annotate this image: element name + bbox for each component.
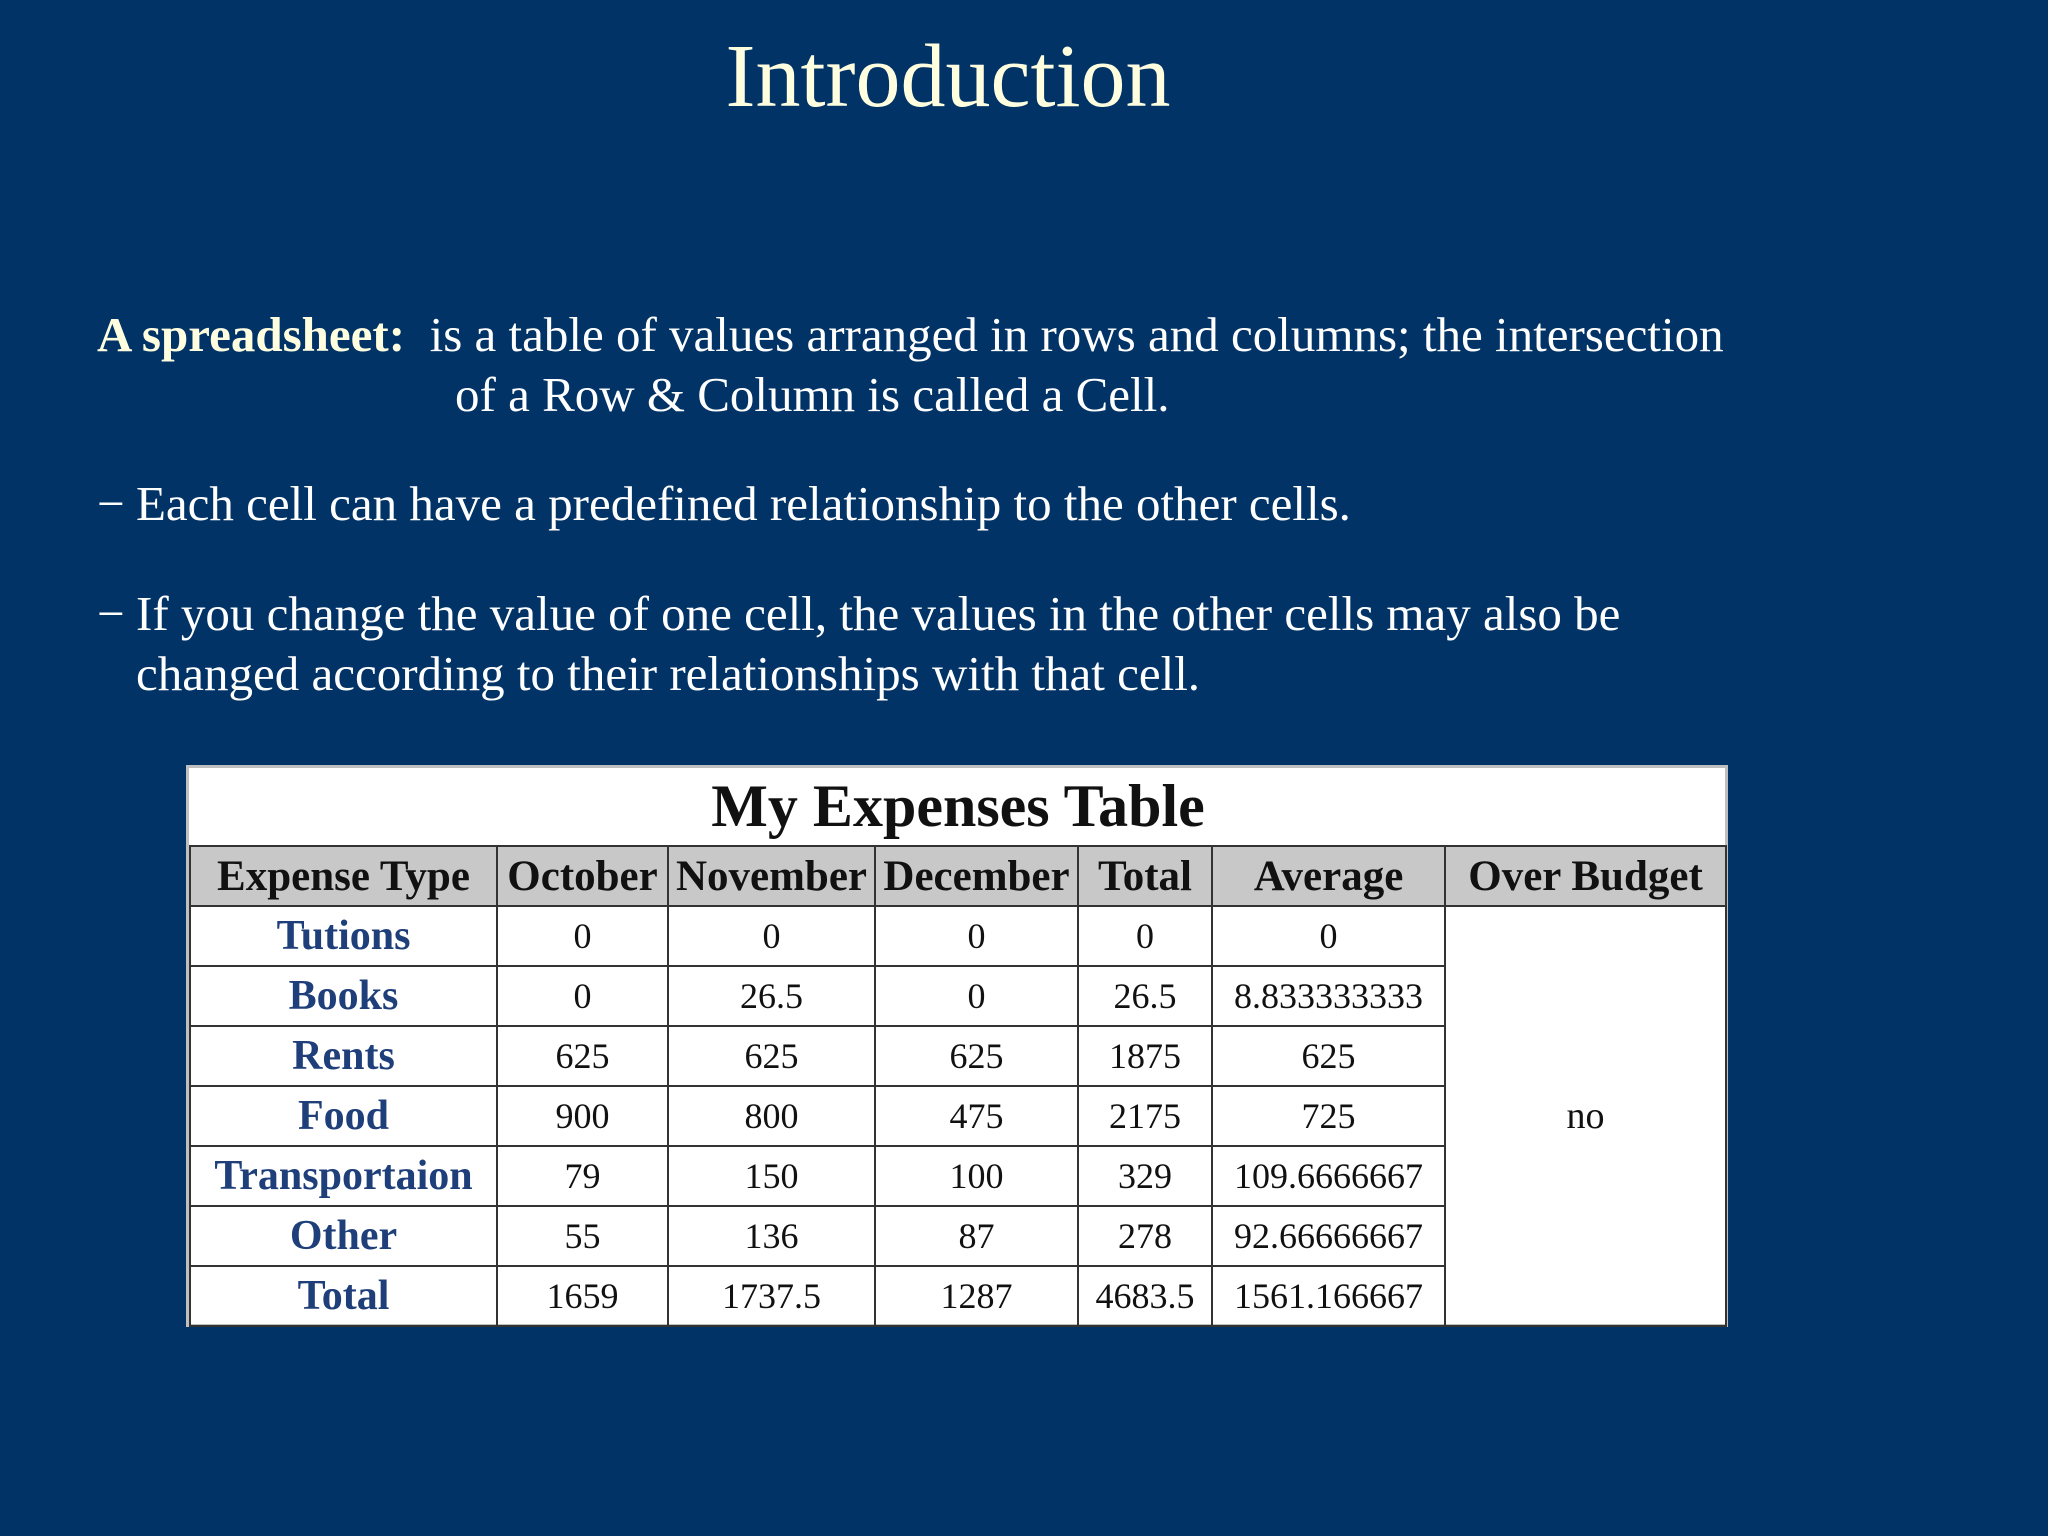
table-cell: 900: [497, 1086, 668, 1146]
table-cell: 4683.5: [1078, 1266, 1212, 1326]
table-cell: 100: [875, 1146, 1078, 1206]
column-header: Over Budget: [1445, 846, 1726, 906]
bullet-dash: −: [97, 476, 125, 531]
over-budget-cell: no: [1445, 906, 1726, 1326]
bullet-text-1: Each cell can have a predefined relationship to the other cells.: [136, 476, 1351, 531]
table-cell: 800: [668, 1086, 875, 1146]
table-cell: 725: [1212, 1086, 1445, 1146]
definition-text-1: is a table of values arranged in rows and columns; the intersection: [429, 307, 1724, 362]
definition-line-2: of a Row & Column is called a Cell.: [455, 367, 1170, 422]
column-header: Expense Type: [190, 846, 497, 906]
table-cell: 55: [497, 1206, 668, 1266]
row-label: Books: [190, 966, 497, 1026]
table-cell: 2175: [1078, 1086, 1212, 1146]
row-label: Total: [190, 1266, 497, 1326]
table-cell: 625: [1212, 1026, 1445, 1086]
table-cell: 92.66666667: [1212, 1206, 1445, 1266]
column-header: Total: [1078, 846, 1212, 906]
table-cell: 1561.166667: [1212, 1266, 1445, 1326]
table-cell: 0: [497, 906, 668, 966]
column-header: October: [497, 846, 668, 906]
table-cell: 8.833333333: [1212, 966, 1445, 1026]
slide-title: Introduction: [725, 27, 1171, 126]
row-label: Tutions: [190, 906, 497, 966]
table-cell: 625: [497, 1026, 668, 1086]
table-title: My Expenses Table: [190, 768, 1726, 846]
column-header: Average: [1212, 846, 1445, 906]
table-cell: 109.6666667: [1212, 1146, 1445, 1206]
table-cell: 329: [1078, 1146, 1212, 1206]
table-cell: 87: [875, 1206, 1078, 1266]
table-header-row: [190, 846, 1726, 906]
table-cell: 79: [497, 1146, 668, 1206]
table-cell: 1875: [1078, 1026, 1212, 1086]
table-cell: 0: [875, 966, 1078, 1026]
row-label: Food: [190, 1086, 497, 1146]
bullet-item-1: [97, 474, 1351, 534]
row-label: Transportaion: [190, 1146, 497, 1206]
table-cell: 26.5: [1078, 966, 1212, 1026]
column-header: November: [668, 846, 875, 906]
table-cell: 625: [875, 1026, 1078, 1086]
table-cell: 625: [668, 1026, 875, 1086]
bullet-text-2a: If you change the value of one cell, the values in the other cells may also be: [136, 586, 1621, 641]
table-cell: 0: [875, 906, 1078, 966]
bullet-item-2: [97, 584, 1620, 644]
table-cell: 0: [668, 906, 875, 966]
bullet-dash: −: [97, 586, 125, 641]
table-cell: 0: [497, 966, 668, 1026]
table-cell: 278: [1078, 1206, 1212, 1266]
definition-term: A spreadsheet:: [97, 307, 406, 362]
table-cell: 475: [875, 1086, 1078, 1146]
row-label: Rents: [190, 1026, 497, 1086]
table-cell: 150: [668, 1146, 875, 1206]
expenses-table: [186, 765, 1728, 1327]
table-cell: 136: [668, 1206, 875, 1266]
row-label: Other: [190, 1206, 497, 1266]
definition-line-1: [97, 305, 1724, 365]
bullet-text-2b: changed according to their relationships with that cell.: [136, 646, 1201, 701]
table-cell: 26.5: [668, 966, 875, 1026]
table-cell: 1287: [875, 1266, 1078, 1326]
table-cell: 1659: [497, 1266, 668, 1326]
table-cell: 1737.5: [668, 1266, 875, 1326]
column-header: December: [875, 846, 1078, 906]
table-cell: 0: [1212, 906, 1445, 966]
table-row: [190, 906, 1726, 966]
table-cell: 0: [1078, 906, 1212, 966]
